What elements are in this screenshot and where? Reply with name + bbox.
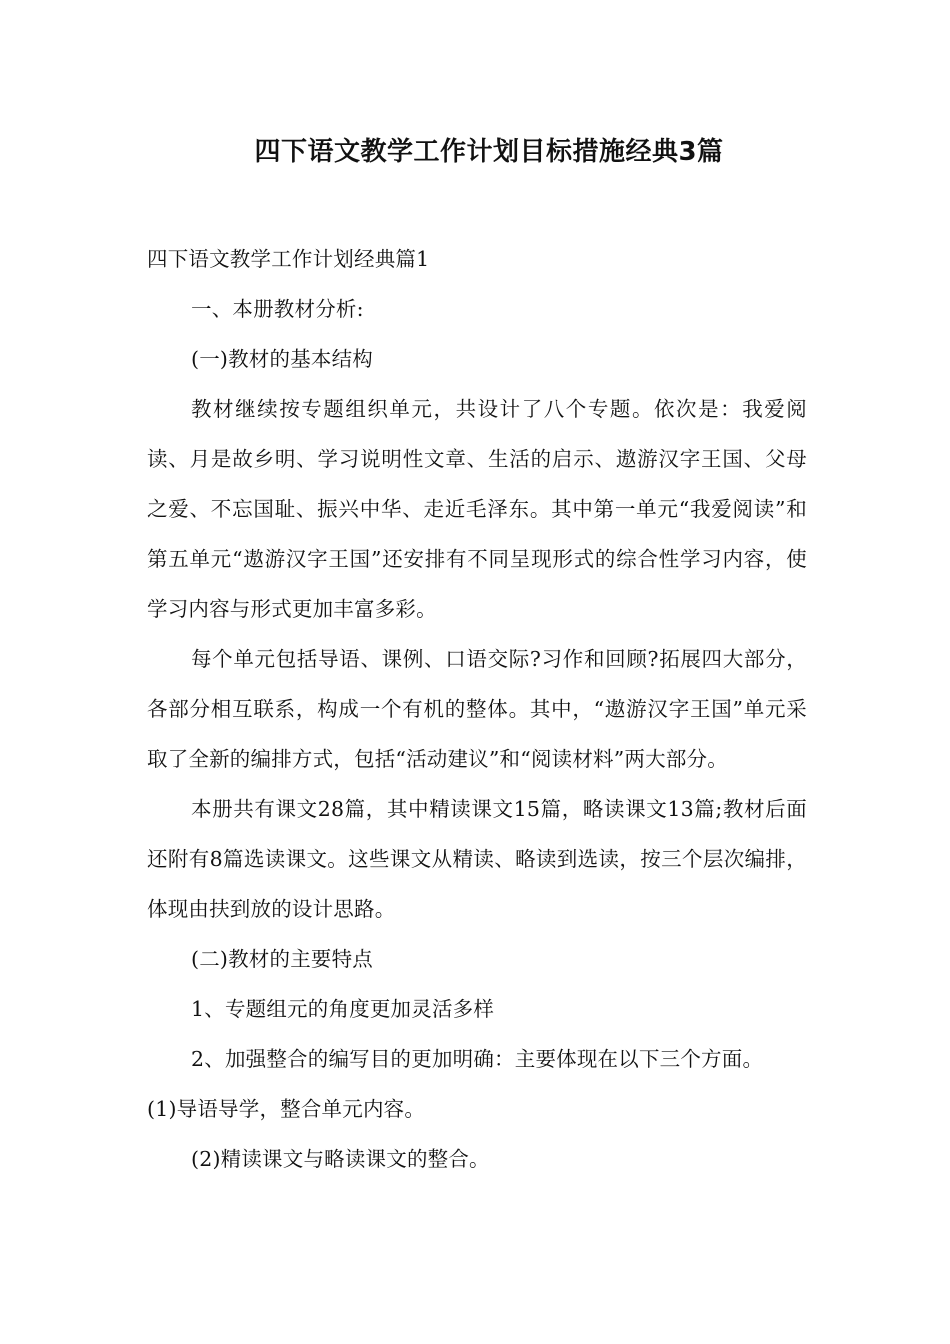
section-heading: 四下语文教学工作计划经典篇1 bbox=[147, 247, 430, 271]
body-paragraph: 教材继续按专题组织单元，共设计了八个专题。依次是：我爱阅读、月是故乡明、学习说明性文章、生活的启示、遨游汉字王国、父母之爱、不忘国耻、振兴中华、走近毛泽东。其中第一单元“我爱阅读”和第五单元“遨游汉字王国”还安排有不同呈现形式的综合性学习内容，使学习内容与形式更加丰富多彩。 bbox=[147, 397, 807, 621]
part-heading: 一、本册教材分析: bbox=[191, 297, 364, 321]
body-paragraph: 每个单元包括导语、课例、口语交际?习作和回顾?拓展四大部分，各部分相互联系，构成一个有机的整体。其中，“遨游汉字王国”单元采取了全新的编排方式，包括“活动建议”和“阅读材料”两大部分。 bbox=[147, 647, 807, 771]
document-body bbox=[147, 234, 807, 1184]
subsection-heading: (二)教材的主要特点 bbox=[191, 947, 373, 971]
list-item: (1)导语导学，整合单元内容。 bbox=[147, 1097, 426, 1121]
list-item: 2、加强整合的编写目的更加明确：主要体现在以下三个方面。 bbox=[191, 1047, 764, 1071]
document-title: 四下语文教学工作计划目标措施经典3篇 bbox=[254, 137, 724, 167]
body-paragraph: 本册共有课文28篇，其中精读课文15篇，略读课文13篇;教材后面还附有8篇选读课文。这些课文从精读、略读到选读，按三个层次编排，体现由扶到放的设计思路。 bbox=[147, 797, 807, 921]
subsection-heading: (一)教材的基本结构 bbox=[191, 347, 373, 371]
list-item: 1、专题组元的角度更加灵活多样 bbox=[191, 997, 495, 1021]
list-item: (2)精读课文与略读课文的整合。 bbox=[191, 1147, 490, 1171]
